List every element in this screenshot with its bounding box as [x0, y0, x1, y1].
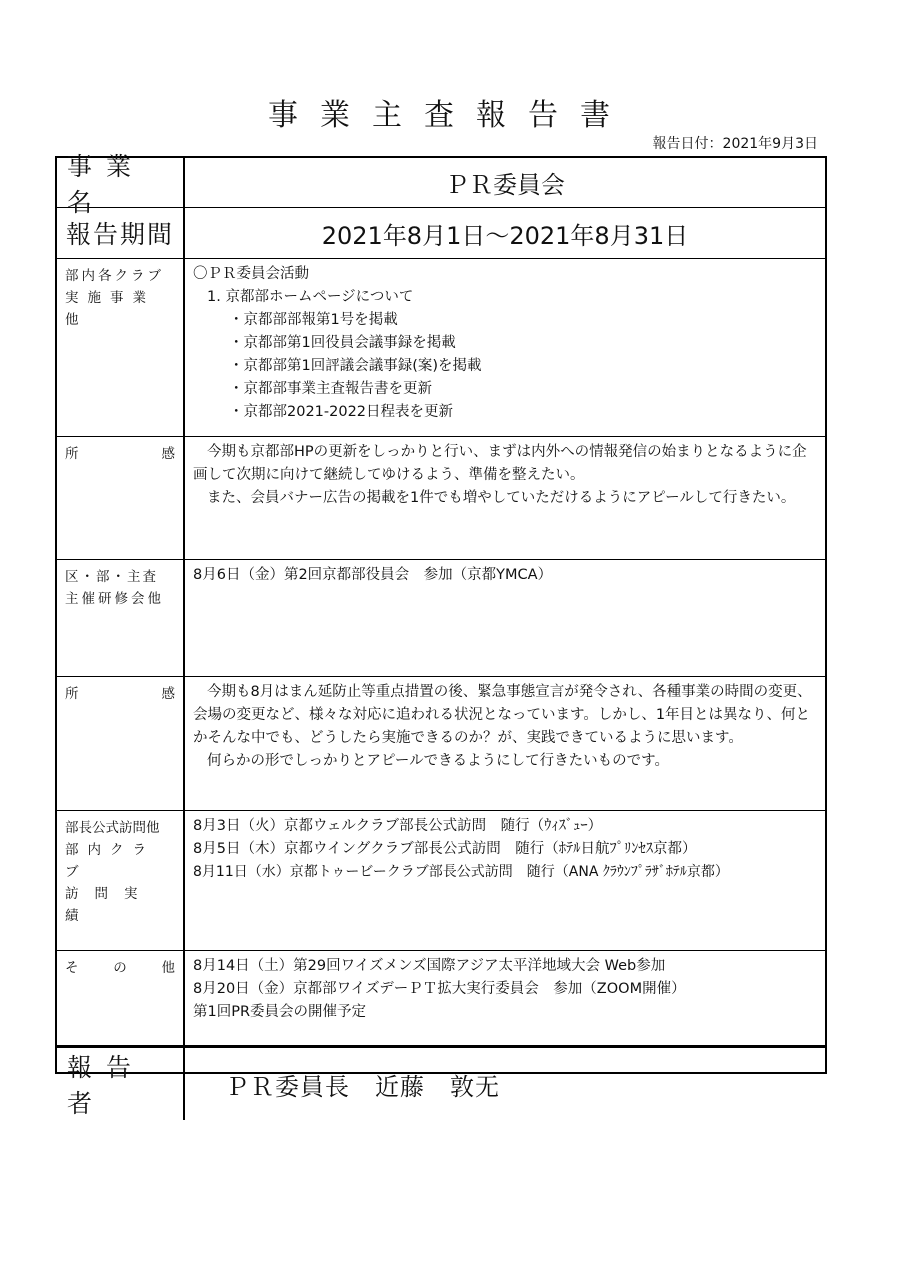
impressions1-label [57, 437, 185, 560]
seminars-line: 8月6日（金）第2回京都部役員会 参加（京都YMCA） [193, 567, 553, 583]
activities-line: 1. 京都部ホームページについて [207, 289, 414, 305]
activities-line: ・京都部第1回評議会議事録(案)を掲載 [229, 358, 482, 374]
period-value: 2021年8月1日～2021年8月31日 [185, 208, 825, 259]
seminars-label-line: 区・部・主査 [65, 569, 158, 585]
period-label: 報告期間 [57, 208, 185, 259]
visits-line: 8月3日（火）京都ウェルクラブ部長公式訪問 随行（ｳｨｽﾞｭｰ） [193, 818, 603, 834]
page-title: 事業主査報告書 [268, 98, 632, 133]
impressions2-label-left: 所 [65, 686, 79, 702]
activities-line: ・京都部2021-2022日程表を更新 [229, 404, 454, 420]
activities-line: ・京都部部報第1号を掲載 [229, 312, 398, 328]
business-name-label: 事業名 [57, 158, 185, 208]
other-line: 8月14日（土）第29回ワイズメンズ国際アジア太平洋地域大会 Web参加 [193, 958, 666, 974]
visits-line: 8月5日（木）京都ウイングクラブ部長公式訪問 随行（ﾎﾃﾙ日航ﾌﾟﾘﾝｾｽ京都） [193, 841, 697, 857]
reporter-value: ＰＲ委員長 近藤 敦无 [185, 1046, 825, 1120]
impressions2-label-right: 感 [161, 686, 175, 702]
visits-label-line: 訪問実績 [65, 886, 154, 924]
other-label-mid: の [113, 960, 127, 976]
seminars-content [185, 560, 825, 677]
seminars-label-line: 主催研修会他 [65, 591, 164, 607]
activities-line: ・京都部事業主査報告書を更新 [229, 381, 432, 397]
other-label [57, 951, 185, 1046]
activities-content [185, 259, 825, 437]
impressions1-label-right: 感 [161, 446, 175, 462]
other-label-left: そ [65, 960, 79, 976]
activities-label-line: 部内各クラブ [65, 268, 164, 284]
impressions1-content [185, 437, 825, 560]
impressions1-paragraph: 今期も京都部HPの更新をしっかりと行い、まずは内外への情報発信の始まりとなるように企画して次期に向けて継続してゆけるよう、準備を整えたい。 [193, 444, 807, 483]
report-date: 報告日付：2021年9月3日 [652, 136, 818, 152]
impressions2-paragraph: 今期も8月はまん延防止等重点措置の後、緊急事態宣言が発令され、各種事業の時間の変更、会場の変更など、様々な対応に追われる状況となっています。しかし、1年目とは異なり、何とかそんな中でも、どうしたら実施できるのか？が、実践できているように思います。 [193, 684, 812, 746]
other-line: 8月20日（金）京都部ワイズデーＰＴ拡大実行委員会 参加（ZOOM開催） [193, 981, 686, 997]
activities-label-line: 実施事業他 [65, 290, 155, 328]
impressions2-content [185, 677, 825, 811]
impressions1-paragraph: また、会員バナー広告の掲載を1件でも増やしていただけるようにアピールして行きたい。 [207, 490, 796, 506]
report-table [55, 151, 827, 1118]
seminars-label [57, 560, 185, 677]
visits-label-line: 部内クラブ [65, 842, 155, 880]
reporter-label: 報告者 [57, 1046, 185, 1120]
impressions1-label-left: 所 [65, 446, 79, 462]
visits-label-line: 部長公式訪問他 [65, 820, 160, 836]
other-line: 第1回PR委員会の開催予定 [193, 1004, 367, 1020]
activities-line: 〇ＰＲ委員会活動 [193, 266, 309, 282]
business-name-value: ＰＲ委員会 [185, 158, 825, 208]
visits-content [185, 811, 825, 951]
other-content [185, 951, 825, 1046]
activities-label [57, 259, 185, 437]
visits-line: 8月11日（水）京都トゥービークラブ部長公式訪問 随行（ANA ｸﾗｳﾝﾌﾟﾗｻﾞﾎﾃﾙ京都） [193, 864, 729, 880]
activities-line: ・京都部第1回役員会議事録を掲載 [229, 335, 456, 351]
impressions2-paragraph: 何らかの形でしっかりとアピールできるようにして行きたいものです。 [207, 753, 669, 769]
other-label-right: 他 [161, 960, 175, 976]
impressions2-label [57, 677, 185, 811]
visits-label [57, 811, 185, 951]
